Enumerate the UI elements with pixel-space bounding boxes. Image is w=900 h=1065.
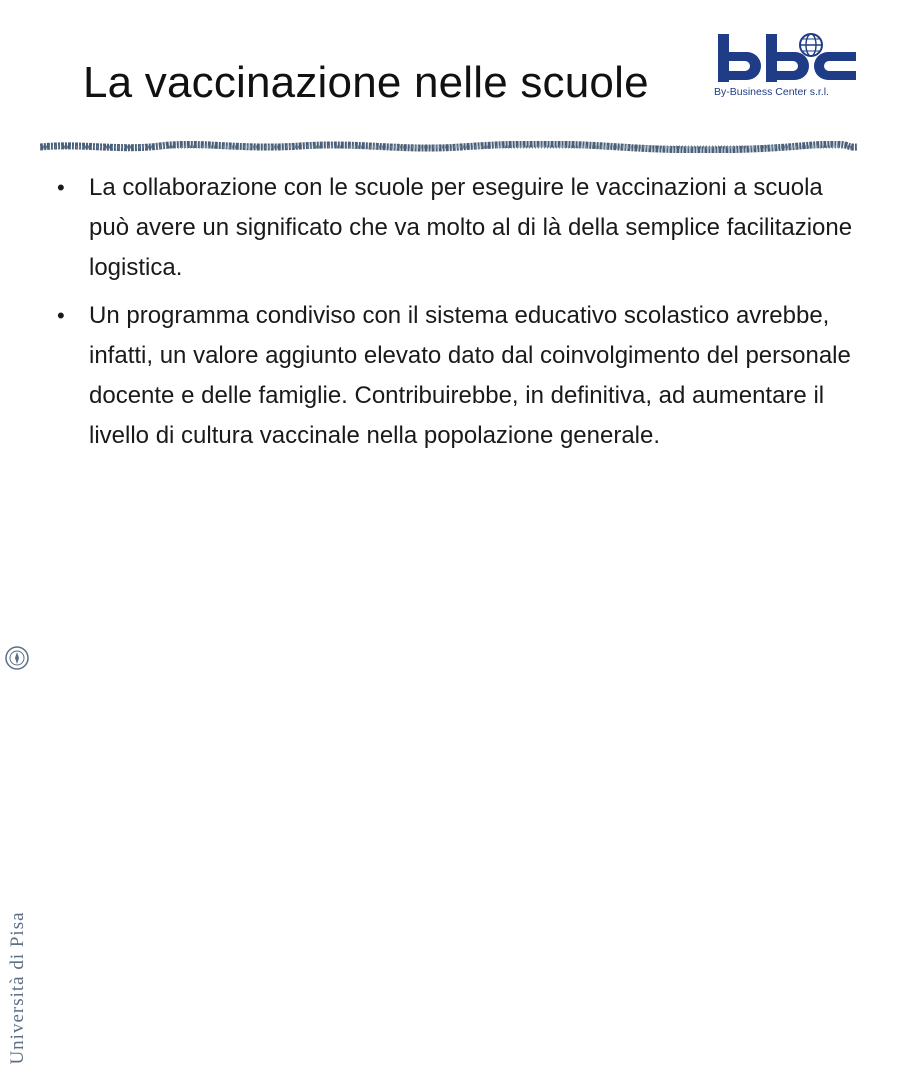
bullet-dot: • [57, 175, 65, 200]
bullet-text: La collaborazione con le scuole per eseguire le vaccinazioni a scuola può avere un significato che va molto al di là della semplice facilitazione logistica. [89, 174, 853, 281]
slide-title: La vaccinazione nelle scuole [83, 58, 649, 107]
bullet-list [55, 168, 855, 464]
bullet-item [55, 296, 855, 456]
university-logo [0, 440, 36, 1065]
bullet-item [55, 168, 855, 288]
university-name: Università di Pisa [7, 911, 28, 1065]
logo-tagline: By-Business Center s.r.l. [714, 86, 829, 98]
title-divider [40, 141, 858, 153]
bullet-dot: • [57, 303, 65, 328]
bullet-text: Un programma condiviso con il sistema educativo scolastico avrebbe, infatti, un valore aggiunto elevato dato dal coinvolgimento del personale docente e delle famiglie. Contribuirebbe, in definitiva, ad aumentare il livello di cultura vaccinale nella popolazione generale. [89, 302, 851, 449]
university-seal-icon [5, 646, 29, 670]
